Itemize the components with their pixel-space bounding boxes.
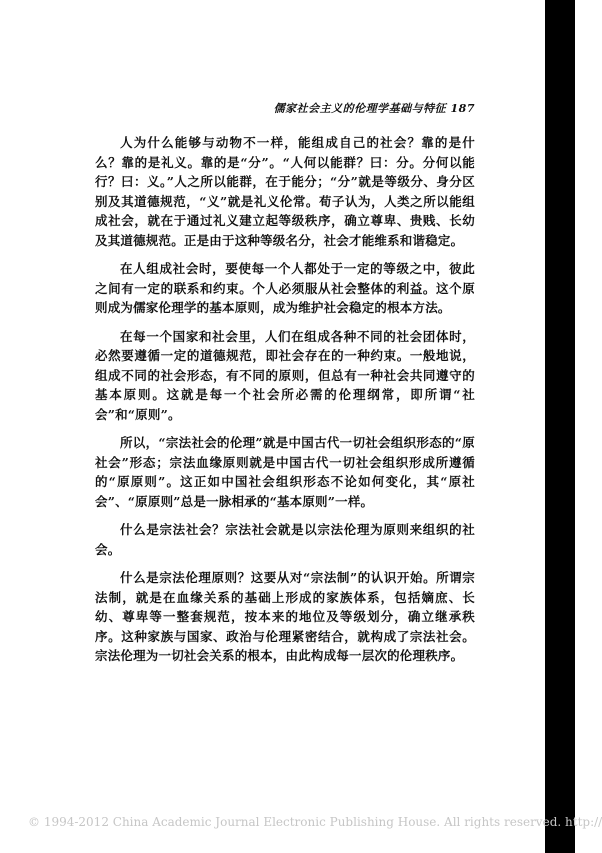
paragraph: 人为什么能够与动物不一样，能组成自己的社会？靠的是什么？靠的是礼义。靠的是“分”。“人何以能群？曰：分。分何以能行？曰：义。”人之所以能群，在于能分；“分”就是等级分、身分区别及其道德规范，“义”就是礼义伦常。荀子认为，人类之所以能组成社会，就在于通过礼义建立起等级秩序，确立尊卑、贵贱、长幼及其道德规范。正是由于这种等级名分，社会才能维系和谐稳定。 (95, 135, 475, 248)
paragraph: 什么是宗法伦理原则？这要从对“宗法制”的认识开始。所谓宗法制，就是在血缘关系的基础上形成的家族体系，包括嫡庶、长幼、尊卑等一整套规范，按本来的地位及等级划分，确立继承秩序。这种家族与国家、政治与伦理紧密结合，就构成了宗法社会。宗法伦理为一切社会关系的根本，由此构成每一层次的伦理秩序。 (95, 570, 475, 663)
paragraph: 所以，“宗法社会的伦理”就是中国古代一切社会组织形态的“原社会”形态；宗法血缘原则就是中国古代一切社会组织形成所遵循的“原原则”。这正如中国社会组织形态不论如何变化，其“原社会”、“原原则”总是一脉相承的“基本原则”一样。 (95, 435, 475, 509)
running-header (95, 100, 475, 116)
body-text (95, 133, 475, 675)
paragraph: 在人组成社会时，要使每一个人都处于一定的等级之中，彼此之间有一定的联系和约束。个人必须服从社会整体的利益。这个原则成为儒家伦理学的基本原则，成为维护社会稳定的根本方法。 (95, 261, 475, 315)
copyright-footer (28, 815, 602, 829)
page-edge-shadow (545, 0, 575, 853)
paragraph: 在每一个国家和社会里，人们在组成各种不同的社会团体时，必然要遵循一定的道德规范，即社会存在的一种约束。一般地说，组成不同的社会形态，有不同的原则，但总有一种社会共同遵守的基本原则。这就是每一个社会所必需的伦理纲常，即所谓“社会”和“原则”。 (95, 328, 475, 422)
paragraph: 什么是宗法社会？宗法社会就是以宗法伦理为原则来组织的社会。 (95, 522, 475, 557)
footer-url: http:// (565, 815, 602, 829)
running-title: 儒家社会主义的伦理学基础与特征 (273, 102, 447, 115)
page-number: 187 (450, 102, 475, 115)
copyright-text: © 1994-2012 China Academic Journal Electronic Publishing House. All rights reserved. (28, 815, 562, 829)
